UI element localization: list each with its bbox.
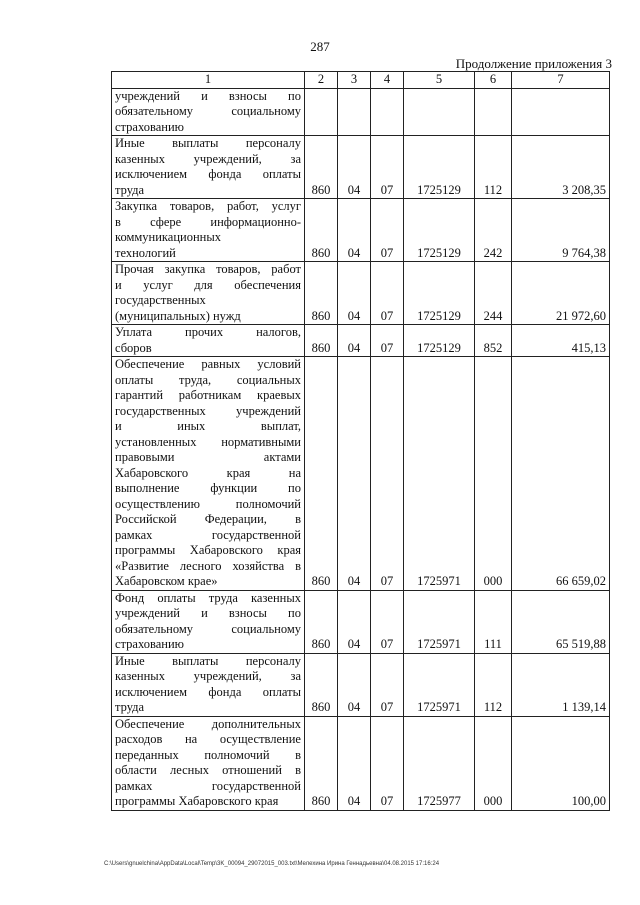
code-target: 1725129 xyxy=(404,262,475,325)
header-col-7: 7 xyxy=(512,72,610,89)
table-row xyxy=(112,653,610,716)
amount: 1 139,14 xyxy=(512,653,610,716)
row-description xyxy=(112,716,305,810)
code-section: 04 xyxy=(338,262,371,325)
description-line: Фонд оплаты труда казенных xyxy=(115,590,301,605)
code-ministry: 860 xyxy=(305,136,338,199)
code-expense-type: 111 xyxy=(475,590,512,653)
code-ministry: 860 xyxy=(305,716,338,810)
description-line: оплаты труда, социальных xyxy=(115,372,301,387)
header-col-2: 2 xyxy=(305,72,338,89)
description-line: «Развитие лесного хозяйства в xyxy=(115,558,301,573)
header-row xyxy=(112,72,610,89)
code-target: 1725971 xyxy=(404,653,475,716)
amount: 66 659,02 xyxy=(512,357,610,591)
header-col-1: 1 xyxy=(112,72,305,89)
description-line: Обеспечение дополнительных xyxy=(115,716,301,731)
description-line: Закупка товаров, работ, услуг xyxy=(115,199,301,213)
code-ministry: 860 xyxy=(305,262,338,325)
description-line: рамках государственной xyxy=(115,527,301,542)
code-section: 04 xyxy=(338,357,371,591)
code-subsection: 07 xyxy=(371,262,404,325)
row-description xyxy=(112,325,305,357)
description-line: переданных полномочий в xyxy=(115,747,301,762)
page-number: 287 xyxy=(310,39,330,54)
description-line: выполнение функции по xyxy=(115,481,301,495)
code-ministry: 860 xyxy=(305,653,338,716)
description-line: (муниципальных) нужд xyxy=(115,308,241,323)
description-line: казенных учреждений, за xyxy=(115,669,301,683)
code-subsection: 07 xyxy=(371,325,404,357)
description-line: установленных нормативными xyxy=(115,434,301,449)
description-line: программы Хабаровского края xyxy=(115,543,301,557)
amount xyxy=(512,88,610,136)
code-subsection xyxy=(371,88,404,136)
continuation-note: Продолжение приложения 3 xyxy=(455,56,612,71)
row-description xyxy=(112,357,305,591)
code-target: 1725129 xyxy=(404,136,475,199)
amount: 65 519,88 xyxy=(512,590,610,653)
amount: 3 208,35 xyxy=(512,136,610,199)
code-section: 04 xyxy=(338,325,371,357)
table-row xyxy=(112,262,610,325)
description-line: страхованию xyxy=(115,637,184,651)
table-row xyxy=(112,199,610,262)
description-line: и иных выплат, xyxy=(115,419,301,433)
description-line: учреждений и взносы по xyxy=(115,88,301,103)
code-subsection: 07 xyxy=(371,357,404,591)
description-line: Обеспечение равных условий xyxy=(115,357,301,371)
row-description xyxy=(112,136,305,199)
description-line: Российской Федерации, в xyxy=(115,512,301,526)
code-ministry: 860 xyxy=(305,325,338,357)
table-row xyxy=(112,590,610,653)
table-body xyxy=(112,88,610,810)
description-line: и услуг для обеспечения xyxy=(115,277,301,292)
description-line: казенных учреждений, за xyxy=(115,151,301,166)
row-description xyxy=(112,262,305,325)
file-path-footer: C:\Users\gnuelchina\AppData\Local\Temp\3K_00094_29072015_003.txt\Мелехина Ирина Геннадьевна\04.08.2015 17:16:24 xyxy=(104,861,440,867)
code-expense-type: 112 xyxy=(475,136,512,199)
code-expense-type xyxy=(475,88,512,136)
code-ministry: 860 xyxy=(305,199,338,262)
code-subsection: 07 xyxy=(371,590,404,653)
description-line: программы Хабаровского края xyxy=(115,794,279,808)
description-line: труда xyxy=(115,182,145,197)
row-description xyxy=(112,88,305,136)
code-subsection: 07 xyxy=(371,716,404,810)
table-row xyxy=(112,88,610,136)
code-subsection: 07 xyxy=(371,136,404,199)
header-col-3: 3 xyxy=(338,72,371,89)
code-section: 04 xyxy=(338,716,371,810)
code-target: 1725977 xyxy=(404,716,475,810)
description-line: исключением фонда оплаты xyxy=(115,684,301,699)
code-expense-type: 000 xyxy=(475,357,512,591)
description-line: Прочая закупка товаров, работ xyxy=(115,262,301,276)
code-target: 1725129 xyxy=(404,325,475,357)
code-expense-type: 852 xyxy=(475,325,512,357)
code-section: 04 xyxy=(338,653,371,716)
description-line: гарантий работникам краевых xyxy=(115,388,301,402)
code-ministry xyxy=(305,88,338,136)
code-section: 04 xyxy=(338,199,371,262)
code-target xyxy=(404,88,475,136)
row-description xyxy=(112,590,305,653)
description-line: Хабаровского края на xyxy=(115,465,301,480)
code-ministry: 860 xyxy=(305,357,338,591)
amount: 9 764,38 xyxy=(512,199,610,262)
description-line: технологий xyxy=(115,245,176,260)
description-line: расходов на осуществление xyxy=(115,732,301,746)
description-line: правовыми актами xyxy=(115,450,301,464)
description-line: обязательному социальному xyxy=(115,104,301,118)
description-line: коммуникационных xyxy=(115,230,221,244)
code-expense-type: 244 xyxy=(475,262,512,325)
description-line: труда xyxy=(115,700,145,714)
table-row xyxy=(112,716,610,810)
code-expense-type: 112 xyxy=(475,653,512,716)
description-line: Иные выплаты персоналу xyxy=(115,653,301,668)
description-line: Иные выплаты персоналу xyxy=(115,136,301,150)
amount: 21 972,60 xyxy=(512,262,610,325)
header-col-5: 5 xyxy=(404,72,475,89)
description-line: государственных учреждений xyxy=(115,403,301,418)
description-line: обязательному социальному xyxy=(115,621,301,636)
code-subsection: 07 xyxy=(371,199,404,262)
budget-table xyxy=(111,71,610,811)
description-line: области лесных отношений в xyxy=(115,763,301,777)
amount: 100,00 xyxy=(512,716,610,810)
amount: 415,13 xyxy=(512,325,610,357)
code-ministry: 860 xyxy=(305,590,338,653)
description-line: учреждений и взносы по xyxy=(115,606,301,620)
code-expense-type: 000 xyxy=(475,716,512,810)
row-description xyxy=(112,653,305,716)
description-line: рамках государственной xyxy=(115,778,301,793)
row-description xyxy=(112,199,305,262)
code-section xyxy=(338,88,371,136)
code-target: 1725129 xyxy=(404,199,475,262)
description-line: исключением фонда оплаты xyxy=(115,167,301,181)
code-expense-type: 242 xyxy=(475,199,512,262)
description-line: осуществлению полномочий xyxy=(115,496,301,511)
table-row xyxy=(112,357,610,591)
description-line: государственных xyxy=(115,293,206,307)
description-line: сборов xyxy=(115,340,152,355)
code-target: 1725971 xyxy=(404,590,475,653)
table-row xyxy=(112,325,610,357)
table-row xyxy=(112,136,610,199)
header-col-6: 6 xyxy=(475,72,512,89)
description-line: Уплата прочих налогов, xyxy=(115,325,301,339)
header-col-4: 4 xyxy=(371,72,404,89)
description-line: в сфере информационно- xyxy=(115,214,301,229)
code-subsection: 07 xyxy=(371,653,404,716)
description-line: Хабаровском крае» xyxy=(115,574,218,588)
code-section: 04 xyxy=(338,590,371,653)
code-target: 1725971 xyxy=(404,357,475,591)
code-section: 04 xyxy=(338,136,371,199)
description-line: страхованию xyxy=(115,119,184,134)
